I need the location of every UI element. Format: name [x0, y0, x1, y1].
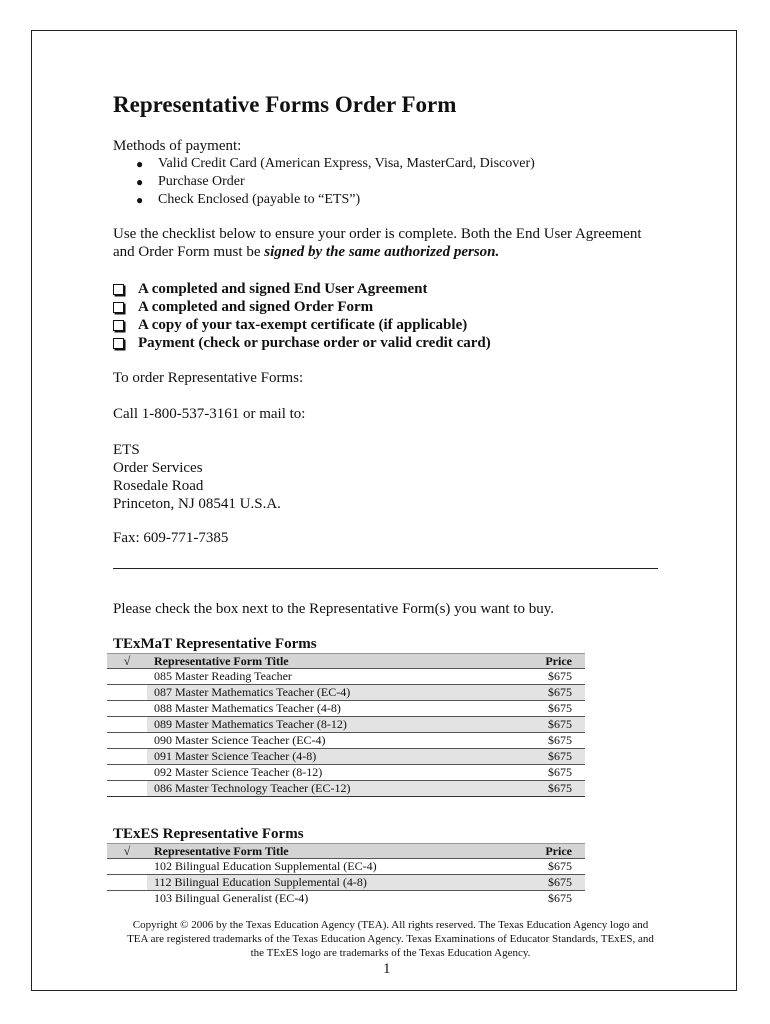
- form-price: $675: [527, 875, 585, 890]
- form-price: $675: [548, 669, 572, 683]
- address-line: Princeton, NJ 08541 U.S.A.: [113, 496, 281, 512]
- page-title: Representative Forms Order Form: [113, 92, 457, 117]
- checklist-label: A completed and signed End User Agreement: [138, 281, 428, 297]
- form-title: 086 Master Technology Teacher (EC-12): [147, 781, 527, 796]
- instructions-prefix: and Order Form must be: [113, 244, 265, 260]
- select-checkbox[interactable]: [107, 669, 147, 684]
- bullet-icon: ●: [136, 175, 144, 189]
- form-title: 091 Master Science Teacher (4-8): [147, 749, 527, 764]
- table-bottom-rule: [107, 796, 585, 797]
- checkbox[interactable]: [113, 338, 124, 349]
- table-header: [107, 843, 585, 858]
- table-row: [107, 732, 585, 748]
- table-row: [107, 858, 585, 874]
- select-checkbox[interactable]: [107, 685, 147, 700]
- address-line: ETS: [113, 442, 140, 458]
- form-title: 088 Master Mathematics Teacher (4-8): [154, 701, 341, 715]
- payment-method: Check Enclosed (payable to “ETS”): [158, 192, 361, 207]
- selection-prompt: Please check the box next to the Representative Form(s) you want to buy.: [113, 601, 554, 617]
- form-price: $675: [548, 859, 572, 873]
- form-price: $675: [548, 733, 572, 747]
- table-row: [107, 874, 585, 890]
- select-checkbox[interactable]: [107, 891, 147, 906]
- payment-method: Valid Credit Card (American Express, Visa, MasterCard, Discover): [158, 156, 535, 171]
- texes-heading: TExES Representative Forms: [113, 826, 304, 842]
- table-row: [107, 668, 585, 684]
- table-row: [107, 890, 585, 906]
- table-row: [107, 764, 585, 780]
- title-column-header: Representative Form Title: [154, 654, 289, 668]
- page-number: 1: [383, 961, 391, 977]
- select-checkbox[interactable]: [107, 701, 147, 716]
- check-column-header: √: [107, 654, 147, 668]
- form-price: $675: [548, 891, 572, 905]
- select-checkbox[interactable]: [107, 859, 147, 874]
- price-column-header: Price: [545, 654, 572, 668]
- footer-line: the TExES logo are trademarks of the Texas Education Agency.: [250, 947, 531, 959]
- title-column-header: Representative Form Title: [154, 844, 289, 858]
- form-price: $675: [548, 765, 572, 779]
- table-row: [107, 780, 585, 796]
- address-line: Rosedale Road: [113, 478, 204, 494]
- bullet-icon: ●: [136, 157, 144, 171]
- select-checkbox[interactable]: [107, 781, 147, 796]
- form-title: 089 Master Mathematics Teacher (8-12): [147, 717, 527, 732]
- checkbox[interactable]: [113, 302, 124, 313]
- texmat-table: [107, 653, 585, 797]
- form-price: $675: [527, 749, 585, 764]
- order-phone: Call 1-800-537-3161 or mail to:: [113, 406, 306, 422]
- footer-line: Copyright © 2006 by the Texas Education Agency (TEA). All rights reserved. The Texas Education Agency logo and: [132, 919, 649, 931]
- table-row: [107, 684, 585, 700]
- form-price: $675: [527, 685, 585, 700]
- select-checkbox[interactable]: [107, 733, 147, 748]
- instructions-line-2: [113, 243, 499, 261]
- checkbox[interactable]: [113, 320, 124, 331]
- select-checkbox[interactable]: [107, 717, 147, 732]
- form-title: 103 Bilingual Generalist (EC-4): [154, 891, 309, 905]
- table-row: [107, 716, 585, 732]
- address-line: Order Services: [113, 460, 203, 476]
- table-header: [107, 653, 585, 668]
- checklist-label: A completed and signed Order Form: [138, 299, 374, 315]
- select-checkbox[interactable]: [107, 765, 147, 780]
- address-block: [113, 441, 281, 513]
- fax-number: Fax: 609-771-7385: [113, 530, 229, 546]
- form-price: $675: [548, 701, 572, 715]
- form-title: 087 Master Mathematics Teacher (EC-4): [147, 685, 527, 700]
- select-checkbox[interactable]: [107, 749, 147, 764]
- copyright-footer: [113, 918, 668, 960]
- instructions-line-1: Use the checklist below to ensure your order is complete. Both the End User Agreement: [113, 226, 642, 242]
- price-column-header: Price: [545, 844, 572, 858]
- divider: [113, 568, 658, 569]
- texmat-heading: TExMaT Representative Forms: [113, 636, 317, 652]
- checkbox[interactable]: [113, 284, 124, 295]
- texes-table: [107, 843, 585, 906]
- instructions-emphasis: signed by the same authorized person.: [264, 244, 500, 260]
- bullet-icon: ●: [136, 193, 144, 207]
- check-column-header: √: [107, 844, 147, 858]
- form-title: 085 Master Reading Teacher: [154, 669, 292, 683]
- checklist-label: Payment (check or purchase order or valid credit card): [138, 335, 491, 351]
- table-row: [107, 700, 585, 716]
- form-price: $675: [527, 717, 585, 732]
- form-title: 102 Bilingual Education Supplemental (EC-4): [154, 859, 377, 873]
- checklist-label: A copy of your tax-exempt certificate (if applicable): [138, 317, 468, 333]
- form-title: 112 Bilingual Education Supplemental (4-8): [147, 875, 527, 890]
- form-title: 090 Master Science Teacher (EC-4): [154, 733, 326, 747]
- form-title: 092 Master Science Teacher (8-12): [154, 765, 323, 779]
- select-checkbox[interactable]: [107, 875, 147, 890]
- payment-method: Purchase Order: [158, 174, 245, 189]
- table-row: [107, 748, 585, 764]
- form-price: $675: [527, 781, 585, 796]
- order-intro: To order Representative Forms:: [113, 370, 304, 386]
- footer-line: TEA are registered trademarks of the Texas Education Agency. Texas Examinations of Educator Standards, TExES, and: [127, 933, 654, 945]
- payment-heading: Methods of payment:: [113, 138, 242, 154]
